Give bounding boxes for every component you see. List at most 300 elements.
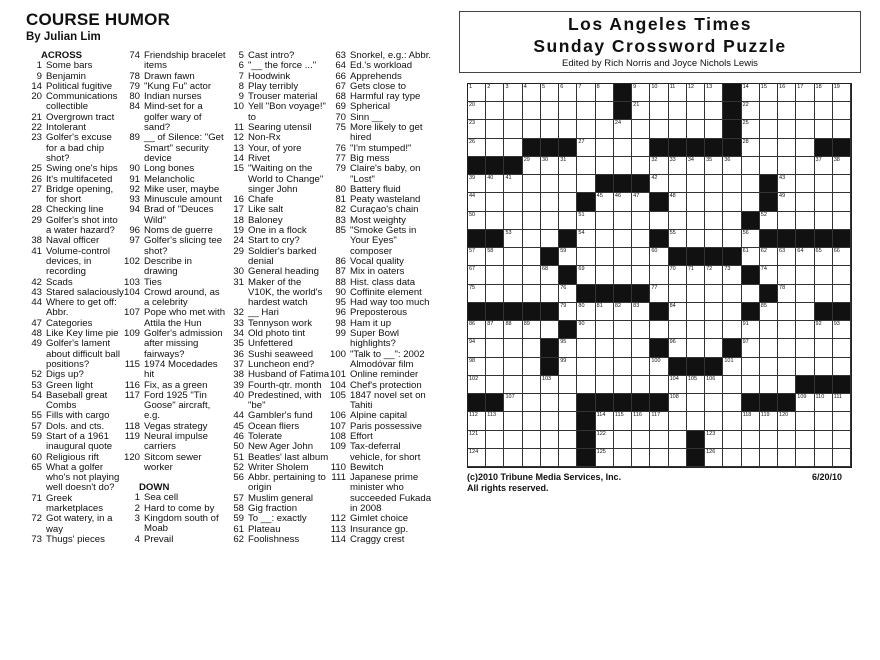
grid-cell[interactable] (723, 193, 741, 211)
grid-cell[interactable] (632, 139, 650, 157)
grid-cell[interactable] (833, 120, 851, 138)
grid-cell[interactable] (596, 120, 614, 138)
grid-cell[interactable] (796, 303, 814, 321)
grid-cell[interactable] (650, 120, 668, 138)
grid-cell[interactable] (687, 339, 705, 357)
grid-cell[interactable] (468, 139, 486, 157)
grid-cell[interactable] (687, 230, 705, 248)
grid-cell[interactable] (778, 212, 796, 230)
grid-cell[interactable] (742, 139, 760, 157)
grid-cell[interactable] (687, 157, 705, 175)
grid-cell[interactable] (760, 212, 778, 230)
grid-cell[interactable] (796, 175, 814, 193)
grid-cell[interactable] (468, 431, 486, 449)
grid-cell[interactable] (833, 358, 851, 376)
grid-cell[interactable] (669, 394, 687, 412)
grid-cell[interactable] (523, 358, 541, 376)
grid-cell[interactable] (705, 120, 723, 138)
grid-cell[interactable] (723, 412, 741, 430)
grid-cell[interactable] (687, 102, 705, 120)
grid-cell[interactable] (833, 285, 851, 303)
grid-cell[interactable] (815, 212, 833, 230)
grid-cell[interactable] (577, 321, 595, 339)
grid-cell[interactable] (833, 84, 851, 102)
grid-cell[interactable] (833, 157, 851, 175)
grid-cell[interactable] (632, 84, 650, 102)
grid-cell[interactable] (468, 376, 486, 394)
grid-cell[interactable] (614, 248, 632, 266)
grid-cell[interactable] (486, 449, 504, 467)
grid-cell[interactable] (687, 394, 705, 412)
grid-cell[interactable] (650, 431, 668, 449)
grid-cell[interactable] (833, 449, 851, 467)
grid-cell[interactable] (523, 321, 541, 339)
grid-cell[interactable] (815, 266, 833, 284)
grid-cell[interactable] (596, 212, 614, 230)
grid-cell[interactable] (486, 84, 504, 102)
grid-cell[interactable] (577, 376, 595, 394)
grid-cell[interactable] (760, 376, 778, 394)
grid-cell[interactable] (687, 412, 705, 430)
grid-cell[interactable] (614, 303, 632, 321)
grid-cell[interactable] (815, 358, 833, 376)
grid-cell[interactable] (504, 321, 522, 339)
grid-cell[interactable] (504, 394, 522, 412)
grid-cell[interactable] (468, 120, 486, 138)
grid-cell[interactable] (669, 321, 687, 339)
grid-cell[interactable] (742, 230, 760, 248)
grid-cell[interactable] (742, 248, 760, 266)
grid-cell[interactable] (833, 102, 851, 120)
grid-cell[interactable] (559, 157, 577, 175)
grid-cell[interactable] (632, 248, 650, 266)
grid-cell[interactable] (559, 358, 577, 376)
grid-cell[interactable] (650, 412, 668, 430)
grid-cell[interactable] (504, 412, 522, 430)
grid-cell[interactable] (523, 230, 541, 248)
grid-cell[interactable] (815, 449, 833, 467)
grid-cell[interactable] (669, 102, 687, 120)
grid-cell[interactable] (577, 212, 595, 230)
grid-cell[interactable] (778, 285, 796, 303)
grid-cell[interactable] (596, 102, 614, 120)
grid-cell[interactable] (760, 84, 778, 102)
grid-cell[interactable] (632, 157, 650, 175)
grid-cell[interactable] (742, 120, 760, 138)
grid-cell[interactable] (577, 139, 595, 157)
grid-cell[interactable] (669, 266, 687, 284)
grid-cell[interactable] (650, 321, 668, 339)
grid-cell[interactable] (632, 412, 650, 430)
grid-cell[interactable] (504, 102, 522, 120)
grid-cell[interactable] (778, 376, 796, 394)
grid-cell[interactable] (614, 139, 632, 157)
grid-cell[interactable] (778, 431, 796, 449)
grid-cell[interactable] (669, 84, 687, 102)
grid-cell[interactable] (541, 84, 559, 102)
grid-cell[interactable] (687, 84, 705, 102)
grid-cell[interactable] (705, 102, 723, 120)
grid-cell[interactable] (541, 102, 559, 120)
grid-cell[interactable] (723, 358, 741, 376)
grid-cell[interactable] (669, 339, 687, 357)
grid-cell[interactable] (778, 339, 796, 357)
grid-cell[interactable] (523, 431, 541, 449)
grid-cell[interactable] (705, 449, 723, 467)
grid-cell[interactable] (742, 193, 760, 211)
grid-cell[interactable] (632, 193, 650, 211)
grid-cell[interactable] (723, 266, 741, 284)
grid-cell[interactable] (723, 376, 741, 394)
grid-cell[interactable] (504, 431, 522, 449)
grid-cell[interactable] (778, 449, 796, 467)
grid-cell[interactable] (723, 449, 741, 467)
grid-cell[interactable] (669, 412, 687, 430)
grid-cell[interactable] (705, 339, 723, 357)
grid-cell[interactable] (796, 102, 814, 120)
grid-cell[interactable] (723, 321, 741, 339)
grid-cell[interactable] (486, 212, 504, 230)
grid-cell[interactable] (778, 412, 796, 430)
grid-cell[interactable] (596, 230, 614, 248)
grid-cell[interactable] (778, 175, 796, 193)
grid-cell[interactable] (687, 175, 705, 193)
grid-cell[interactable] (559, 193, 577, 211)
grid-cell[interactable] (614, 321, 632, 339)
grid-cell[interactable] (596, 303, 614, 321)
grid-cell[interactable] (760, 449, 778, 467)
grid-cell[interactable] (632, 339, 650, 357)
grid-cell[interactable] (760, 266, 778, 284)
grid-cell[interactable] (778, 120, 796, 138)
grid-cell[interactable] (669, 120, 687, 138)
grid-cell[interactable] (796, 449, 814, 467)
grid-cell[interactable] (541, 394, 559, 412)
grid-cell[interactable] (833, 394, 851, 412)
grid-cell[interactable] (705, 212, 723, 230)
grid-cell[interactable] (577, 230, 595, 248)
grid-cell[interactable] (541, 321, 559, 339)
grid-cell[interactable] (577, 102, 595, 120)
grid-cell[interactable] (650, 175, 668, 193)
grid-cell[interactable] (577, 120, 595, 138)
grid-cell[interactable] (669, 303, 687, 321)
grid-cell[interactable] (796, 193, 814, 211)
grid-cell[interactable] (778, 157, 796, 175)
grid-cell[interactable] (650, 84, 668, 102)
grid-cell[interactable] (486, 266, 504, 284)
grid-cell[interactable] (504, 358, 522, 376)
grid-cell[interactable] (687, 321, 705, 339)
grid-cell[interactable] (815, 431, 833, 449)
grid-cell[interactable] (705, 321, 723, 339)
crossword-grid[interactable] (467, 83, 852, 468)
grid-cell[interactable] (614, 193, 632, 211)
grid-cell[interactable] (486, 285, 504, 303)
grid-cell[interactable] (468, 266, 486, 284)
grid-cell[interactable] (468, 358, 486, 376)
grid-cell[interactable] (705, 431, 723, 449)
grid-cell[interactable] (632, 230, 650, 248)
grid-cell[interactable] (796, 285, 814, 303)
grid-cell[interactable] (687, 266, 705, 284)
grid-cell[interactable] (669, 193, 687, 211)
grid-cell[interactable] (523, 175, 541, 193)
grid-cell[interactable] (541, 175, 559, 193)
grid-cell[interactable] (523, 449, 541, 467)
grid-cell[interactable] (559, 120, 577, 138)
grid-cell[interactable] (815, 175, 833, 193)
grid-cell[interactable] (778, 321, 796, 339)
grid-cell[interactable] (815, 412, 833, 430)
grid-cell[interactable] (614, 449, 632, 467)
grid-cell[interactable] (815, 321, 833, 339)
grid-cell[interactable] (523, 339, 541, 357)
grid-cell[interactable] (760, 303, 778, 321)
grid-cell[interactable] (796, 248, 814, 266)
grid-cell[interactable] (687, 303, 705, 321)
grid-cell[interactable] (504, 449, 522, 467)
grid-cell[interactable] (541, 431, 559, 449)
grid-cell[interactable] (778, 266, 796, 284)
grid-cell[interactable] (523, 157, 541, 175)
grid-cell[interactable] (760, 248, 778, 266)
grid-cell[interactable] (669, 376, 687, 394)
grid-cell[interactable] (504, 248, 522, 266)
grid-cell[interactable] (833, 212, 851, 230)
grid-cell[interactable] (815, 248, 833, 266)
grid-cell[interactable] (632, 449, 650, 467)
grid-cell[interactable] (468, 248, 486, 266)
grid-cell[interactable] (523, 394, 541, 412)
grid-cell[interactable] (815, 120, 833, 138)
grid-cell[interactable] (796, 84, 814, 102)
grid-cell[interactable] (486, 376, 504, 394)
grid-cell[interactable] (833, 266, 851, 284)
grid-cell[interactable] (504, 339, 522, 357)
grid-cell[interactable] (632, 321, 650, 339)
grid-cell[interactable] (541, 285, 559, 303)
grid-cell[interactable] (559, 339, 577, 357)
grid-cell[interactable] (504, 376, 522, 394)
grid-cell[interactable] (559, 84, 577, 102)
grid-cell[interactable] (742, 431, 760, 449)
grid-cell[interactable] (577, 84, 595, 102)
grid-cell[interactable] (650, 266, 668, 284)
grid-cell[interactable] (577, 157, 595, 175)
grid-cell[interactable] (650, 212, 668, 230)
grid-cell[interactable] (614, 358, 632, 376)
grid-cell[interactable] (614, 339, 632, 357)
grid-cell[interactable] (796, 412, 814, 430)
grid-cell[interactable] (596, 139, 614, 157)
grid-cell[interactable] (486, 321, 504, 339)
grid-cell[interactable] (559, 212, 577, 230)
grid-cell[interactable] (742, 376, 760, 394)
grid-cell[interactable] (632, 303, 650, 321)
grid-cell[interactable] (596, 449, 614, 467)
grid-cell[interactable] (614, 412, 632, 430)
grid-cell[interactable] (705, 157, 723, 175)
grid-cell[interactable] (723, 230, 741, 248)
grid-cell[interactable] (468, 285, 486, 303)
grid-cell[interactable] (577, 266, 595, 284)
grid-cell[interactable] (815, 102, 833, 120)
grid-cell[interactable] (705, 394, 723, 412)
grid-cell[interactable] (596, 412, 614, 430)
grid-cell[interactable] (504, 266, 522, 284)
grid-cell[interactable] (504, 212, 522, 230)
grid-cell[interactable] (614, 157, 632, 175)
grid-cell[interactable] (705, 285, 723, 303)
grid-cell[interactable] (669, 212, 687, 230)
grid-cell[interactable] (650, 376, 668, 394)
grid-cell[interactable] (760, 120, 778, 138)
grid-cell[interactable] (669, 230, 687, 248)
grid-cell[interactable] (705, 266, 723, 284)
grid-cell[interactable] (504, 84, 522, 102)
grid-cell[interactable] (760, 321, 778, 339)
grid-cell[interactable] (796, 358, 814, 376)
grid-cell[interactable] (833, 248, 851, 266)
grid-cell[interactable] (486, 431, 504, 449)
grid-cell[interactable] (778, 193, 796, 211)
grid-cell[interactable] (559, 412, 577, 430)
grid-cell[interactable] (650, 358, 668, 376)
grid-cell[interactable] (596, 157, 614, 175)
grid-cell[interactable] (815, 339, 833, 357)
grid-cell[interactable] (504, 120, 522, 138)
grid-cell[interactable] (468, 339, 486, 357)
grid-cell[interactable] (614, 376, 632, 394)
grid-cell[interactable] (559, 431, 577, 449)
grid-cell[interactable] (705, 230, 723, 248)
grid-cell[interactable] (723, 394, 741, 412)
grid-cell[interactable] (486, 102, 504, 120)
grid-cell[interactable] (468, 212, 486, 230)
grid-cell[interactable] (541, 120, 559, 138)
grid-cell[interactable] (742, 102, 760, 120)
grid-cell[interactable] (523, 285, 541, 303)
grid-cell[interactable] (742, 339, 760, 357)
grid-cell[interactable] (796, 157, 814, 175)
grid-cell[interactable] (687, 212, 705, 230)
grid-cell[interactable] (559, 394, 577, 412)
grid-cell[interactable] (559, 376, 577, 394)
grid-cell[interactable] (596, 376, 614, 394)
grid-cell[interactable] (760, 358, 778, 376)
grid-cell[interactable] (778, 102, 796, 120)
grid-cell[interactable] (632, 102, 650, 120)
grid-cell[interactable] (504, 193, 522, 211)
grid-cell[interactable] (596, 266, 614, 284)
grid-cell[interactable] (723, 175, 741, 193)
grid-cell[interactable] (559, 175, 577, 193)
grid-cell[interactable] (486, 358, 504, 376)
grid-cell[interactable] (577, 248, 595, 266)
grid-cell[interactable] (614, 120, 632, 138)
grid-cell[interactable] (632, 266, 650, 284)
grid-cell[interactable] (541, 266, 559, 284)
grid-cell[interactable] (504, 285, 522, 303)
grid-cell[interactable] (523, 212, 541, 230)
grid-cell[interactable] (541, 230, 559, 248)
grid-cell[interactable] (723, 431, 741, 449)
grid-cell[interactable] (669, 431, 687, 449)
grid-cell[interactable] (796, 266, 814, 284)
grid-cell[interactable] (742, 358, 760, 376)
grid-cell[interactable] (815, 285, 833, 303)
grid-cell[interactable] (705, 412, 723, 430)
grid-cell[interactable] (632, 212, 650, 230)
grid-cell[interactable] (523, 120, 541, 138)
grid-cell[interactable] (760, 431, 778, 449)
grid-cell[interactable] (541, 412, 559, 430)
grid-cell[interactable] (468, 412, 486, 430)
grid-cell[interactable] (468, 175, 486, 193)
grid-cell[interactable] (650, 157, 668, 175)
grid-cell[interactable] (468, 193, 486, 211)
grid-cell[interactable] (723, 303, 741, 321)
grid-cell[interactable] (523, 266, 541, 284)
grid-cell[interactable] (614, 431, 632, 449)
grid-cell[interactable] (815, 193, 833, 211)
grid-cell[interactable] (650, 449, 668, 467)
grid-cell[interactable] (577, 339, 595, 357)
grid-cell[interactable] (669, 175, 687, 193)
grid-cell[interactable] (742, 412, 760, 430)
grid-cell[interactable] (614, 230, 632, 248)
grid-cell[interactable] (815, 157, 833, 175)
grid-cell[interactable] (468, 321, 486, 339)
grid-cell[interactable] (596, 321, 614, 339)
grid-cell[interactable] (486, 339, 504, 357)
grid-cell[interactable] (833, 175, 851, 193)
grid-cell[interactable] (632, 431, 650, 449)
grid-cell[interactable] (559, 102, 577, 120)
grid-cell[interactable] (723, 157, 741, 175)
grid-cell[interactable] (742, 175, 760, 193)
grid-cell[interactable] (486, 193, 504, 211)
grid-cell[interactable] (632, 358, 650, 376)
grid-cell[interactable] (596, 84, 614, 102)
grid-cell[interactable] (796, 339, 814, 357)
grid-cell[interactable] (541, 157, 559, 175)
grid-cell[interactable] (796, 120, 814, 138)
grid-cell[interactable] (596, 193, 614, 211)
grid-cell[interactable] (669, 285, 687, 303)
grid-cell[interactable] (833, 431, 851, 449)
grid-cell[interactable] (523, 193, 541, 211)
grid-cell[interactable] (742, 321, 760, 339)
grid-cell[interactable] (669, 157, 687, 175)
grid-cell[interactable] (614, 266, 632, 284)
grid-cell[interactable] (486, 139, 504, 157)
grid-cell[interactable] (833, 339, 851, 357)
grid-cell[interactable] (796, 394, 814, 412)
grid-cell[interactable] (541, 376, 559, 394)
grid-cell[interactable] (833, 193, 851, 211)
grid-cell[interactable] (778, 84, 796, 102)
grid-cell[interactable] (468, 102, 486, 120)
grid-cell[interactable] (815, 84, 833, 102)
grid-cell[interactable] (778, 248, 796, 266)
grid-cell[interactable] (632, 376, 650, 394)
grid-cell[interactable] (468, 449, 486, 467)
grid-cell[interactable] (650, 102, 668, 120)
grid-cell[interactable] (559, 285, 577, 303)
grid-cell[interactable] (559, 449, 577, 467)
